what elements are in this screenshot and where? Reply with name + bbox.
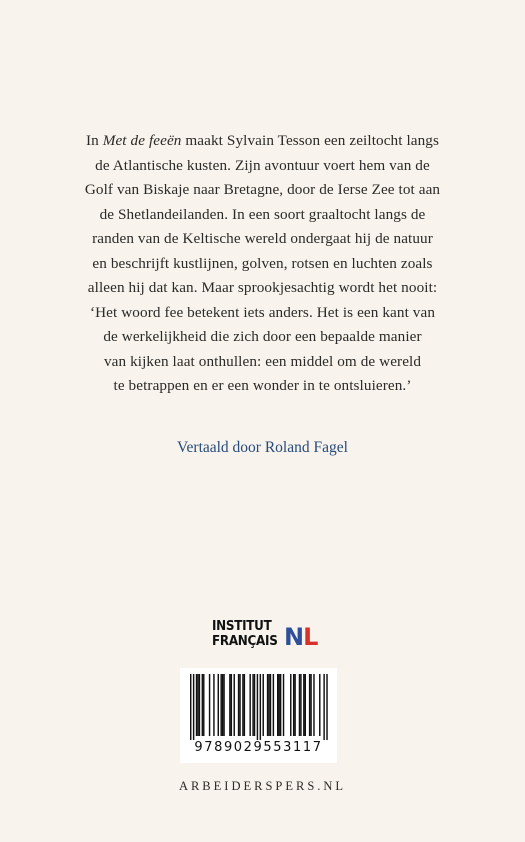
barcode-bar — [239, 674, 240, 736]
barcode-bar — [305, 674, 306, 736]
barcode-bar — [238, 674, 239, 736]
blurb-line: de Atlantische kusten. Zijn avontuur voert hem van de — [95, 156, 430, 174]
institut-francais-nl-logo — [212, 619, 318, 653]
barcode-bar — [220, 674, 221, 736]
blurb-line: ‘Het woord fee betekent iets anders. Het is een kant van — [89, 303, 436, 321]
barcode-bar — [249, 674, 250, 736]
barcode-bar — [197, 674, 198, 736]
barcode-bars — [180, 668, 337, 740]
barcode-bar — [300, 674, 301, 736]
barcode-bar — [326, 674, 327, 740]
isbn-barcode — [180, 668, 337, 763]
barcode-bar — [193, 674, 194, 740]
barcode-bar — [213, 674, 214, 736]
barcode-bar — [202, 674, 203, 736]
blurb-line: te betrappen en er een wonder in te ontsluieren.’ — [113, 377, 412, 394]
barcode-bar — [199, 674, 200, 736]
barcode-bar — [313, 674, 314, 736]
barcode-bar — [196, 674, 197, 736]
barcode-bar — [290, 674, 291, 736]
barcode-bar — [242, 674, 243, 736]
barcode-bar — [257, 674, 258, 740]
barcode-bar — [294, 674, 295, 736]
barcode-bar — [309, 674, 310, 736]
blurb-line: de Shetlandeilanden. In een soort graaltocht langs de — [99, 205, 426, 223]
barcode-bar — [190, 674, 191, 740]
barcode-bar — [263, 674, 264, 736]
barcode-bar — [218, 674, 219, 736]
barcode-bar — [310, 674, 311, 736]
book-title: Met de feeën — [102, 132, 182, 149]
barcode-bar — [270, 674, 271, 736]
barcode-bar — [293, 674, 294, 736]
barcode-bar — [252, 674, 253, 736]
barcode-bar — [319, 674, 320, 736]
barcode-bar — [244, 674, 245, 736]
barcode-bar — [280, 674, 281, 736]
barcode-bar — [254, 674, 255, 736]
barcode-bar — [223, 674, 224, 736]
barcode-bar — [231, 674, 232, 736]
barcode-bar — [273, 674, 274, 736]
barcode-bar — [260, 674, 261, 740]
blurb-line: In Met de feeën maakt Sylvain Tesson een zeiltocht langs — [85, 132, 440, 149]
blurb-line: Golf van Biskaje naar Bretagne, door de Ierse Zee tot aan — [84, 181, 441, 198]
back-cover-blurb — [40, 129, 485, 399]
blurb-line: randen van de Keltische wereld ondergaat hij de natuur — [92, 230, 433, 247]
barcode-bar — [278, 674, 279, 736]
barcode-bar — [323, 674, 324, 740]
blurb-line: de werkelijkheid die zich door een bepaalde manier — [103, 328, 422, 345]
logo-l: L — [303, 623, 318, 651]
isbn-number: 9789029553117 — [194, 740, 323, 755]
logo-nl-mark — [284, 624, 317, 650]
logo-wordmark — [212, 619, 278, 649]
blurb-line: alleen hij dat kan. Maar sprookjesachtig wordt het nooit: — [87, 279, 438, 296]
barcode-bar — [203, 674, 204, 736]
barcode-bar — [209, 674, 210, 736]
barcode-bar — [267, 674, 268, 736]
barcode-bar — [234, 674, 235, 736]
barcode-bar — [222, 674, 223, 736]
barcode-bar — [303, 674, 304, 736]
translator-credit: Vertaald door Roland Fagel — [177, 439, 348, 456]
barcode-bar — [268, 674, 269, 736]
blurb-line: en beschrijft kustlijnen, golven, rotsen en luchten zoals — [92, 254, 433, 272]
logo-line-francais: FRANÇAIS — [212, 634, 278, 649]
barcode-bar — [283, 674, 284, 736]
logo-line-institut: INSTITUT — [212, 619, 272, 634]
barcode-bar — [229, 674, 230, 736]
barcode-bar — [299, 674, 300, 736]
barcode-bar — [277, 674, 278, 736]
publisher-website: ARBEIDERSPERS.NL — [178, 779, 347, 793]
logo-n: N — [284, 623, 304, 651]
blurb-line: van kijken laat onthullen: een middel om de wereld — [103, 352, 422, 370]
